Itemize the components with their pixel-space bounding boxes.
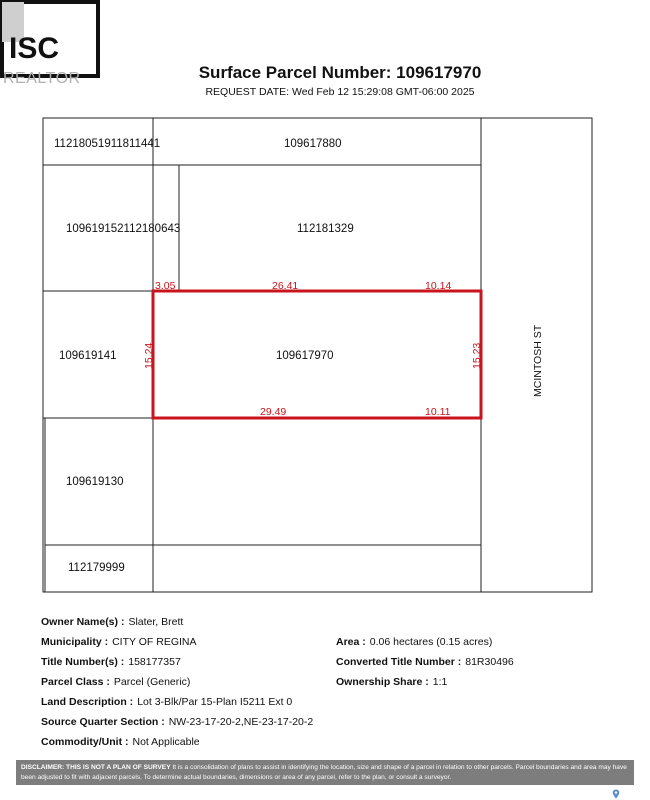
owner-row: [41, 616, 183, 628]
area-label: Area :: [336, 636, 366, 648]
land-description-row: [41, 696, 292, 708]
dimension-label: 3.05: [155, 280, 176, 292]
commodity-value: Not Applicable: [132, 736, 200, 748]
title-number-label: Title Number(s) :: [41, 656, 125, 668]
municipality-value: CITY OF REGINA: [112, 636, 197, 648]
parcel-label: 11218051911811441: [54, 138, 161, 150]
parcel-label: 109619141: [59, 350, 117, 362]
area-value: 0.06 hectares (0.15 acres): [369, 636, 493, 648]
owner-value: Slater, Brett: [128, 616, 184, 628]
street-name: MCINTOSH ST: [532, 324, 544, 397]
municipality-label: Municipality :: [41, 636, 109, 648]
dimension-label: 15.23: [471, 342, 483, 369]
title-number-value: 158177357: [128, 656, 181, 668]
brand-text: REALTOR: [3, 70, 81, 87]
parcel-label: 112181329: [297, 223, 354, 235]
source-quarter-value: NW-23-17-20-2,NE-23-17-20-2: [168, 716, 314, 728]
dimension-label: 29.49: [260, 406, 287, 418]
parcel-class-row: [41, 676, 190, 688]
commodity-row: [41, 736, 200, 748]
owner-label: Owner Name(s) :: [41, 616, 125, 628]
logo-text: ISC: [9, 32, 60, 65]
ownership-share-value: 1:1: [432, 676, 448, 688]
dimension-label: 10.11: [425, 406, 451, 418]
land-description-value: Lot 3-Blk/Par 15-Plan I5211 Ext 0: [137, 696, 293, 708]
ownership-share-label: Ownership Share :: [336, 676, 429, 688]
parcel-label: 112179999: [68, 562, 125, 574]
municipality-row: [41, 636, 197, 648]
dimension-label: 26.41: [272, 280, 299, 292]
disclaimer-text: It is a consolidation of plans to assist in identifying the location, size and shape of a parcel in relation to other parcels. Parcel boundaries and area may have been adjusted to fit with adjacent parcels. To determine actual boundaries, dimensions or area of any parcel, refer to the plan, or consult a surveyor.: [21, 764, 627, 781]
disclaimer-label: DISCLAIMER: THIS IS NOT A PLAN OF SURVEY: [21, 764, 171, 771]
converted-title-value: 81R30496: [465, 656, 514, 668]
source-quarter-label: Source Quarter Section :: [41, 716, 165, 728]
request-date: REQUEST DATE: Wed Feb 12 15:29:08 GMT-06:00 2025: [205, 86, 475, 98]
map-pin-icon: [612, 789, 620, 799]
ownership-share-row: [336, 676, 447, 688]
source-quarter-row: [41, 716, 313, 728]
disclaimer-banner: [16, 760, 634, 785]
converted-title-row: [336, 656, 514, 668]
land-description-label: Land Description :: [41, 696, 134, 708]
converted-title-label: Converted Title Number :: [336, 656, 462, 668]
title-number-row: [41, 656, 181, 668]
subject-parcel-label: 109617970: [276, 350, 334, 362]
commodity-label: Commodity/Unit :: [41, 736, 129, 748]
parcel-label: 109619130: [66, 476, 124, 488]
parcel-label: 109619152112180643: [66, 223, 181, 235]
parcel-class-label: Parcel Class :: [41, 676, 110, 688]
page-title: Surface Parcel Number: 109617970: [198, 63, 482, 82]
parcel-label: 109617880: [284, 138, 342, 150]
parcel-class-value: Parcel (Generic): [113, 676, 191, 688]
dimension-label: 10.14: [425, 280, 452, 292]
area-row: [336, 636, 492, 648]
dimension-label: 15.24: [143, 342, 155, 369]
